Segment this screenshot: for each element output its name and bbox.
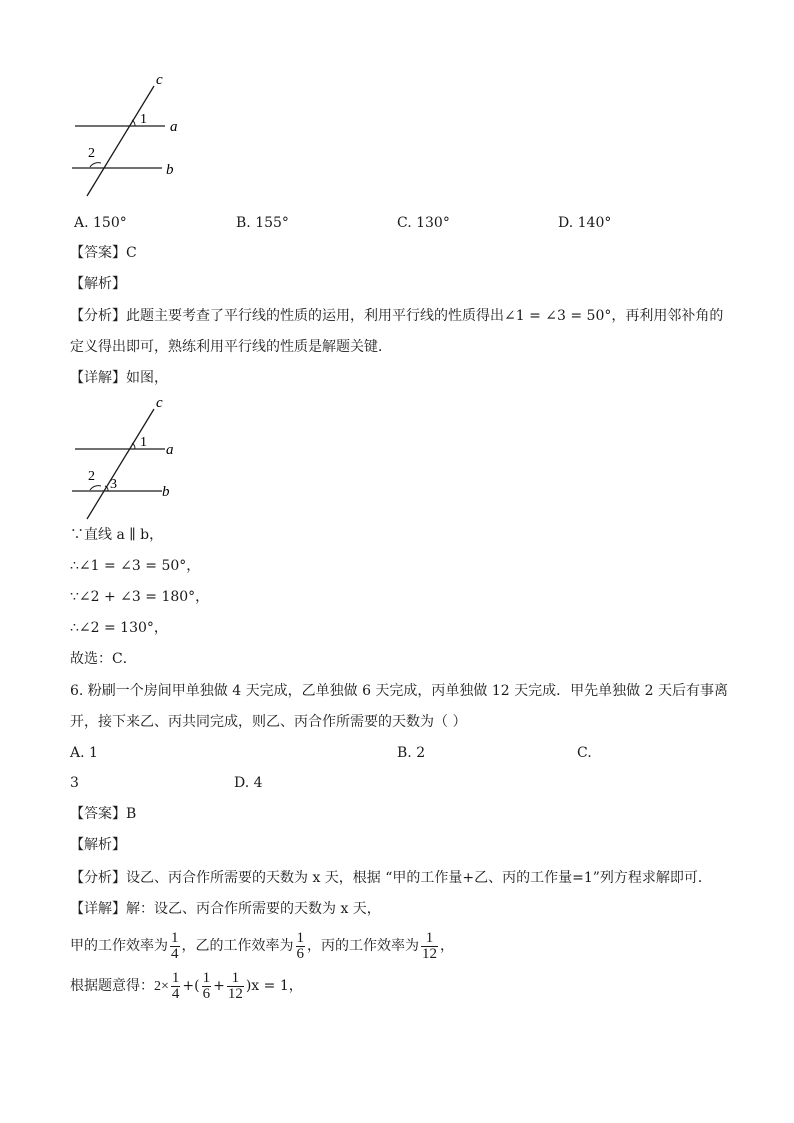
q5-xiangjie xyxy=(70,369,168,387)
q6-option-c-value: 3 xyxy=(70,775,79,791)
label-a: a xyxy=(166,442,174,458)
fraction-1-4 xyxy=(170,931,180,962)
xiangjie-tag: 【详解】 xyxy=(70,370,126,386)
label-1: 1 xyxy=(140,112,147,127)
q5-answer xyxy=(70,244,137,262)
fenxi-text: 此题主要考查了平行线的性质的运用，利用平行线的性质得出∠1 = ∠3 = 50°，再利用邻补角的 xyxy=(126,308,724,324)
frac-num: 1 xyxy=(421,931,438,947)
q5-step-1: ∵直线 a ∥ b， xyxy=(70,527,164,543)
parallel-lines-figure-1 xyxy=(60,70,200,200)
q6-stem-line1: 6. 粉刷一个房间甲单独做 4 天完成，乙单独做 6 天完成，丙单独做 12 天完成．甲先单独做 2 天后有事离 xyxy=(70,683,728,699)
eff-text-4: ， xyxy=(440,938,454,954)
label-c: c xyxy=(156,72,163,88)
fenxi-text: 设乙、丙合作所需要的天数为 x 天，根据 “甲的工作量+乙、丙的工作量=1”列方程求解即可． xyxy=(126,870,712,886)
label-2: 2 xyxy=(88,146,95,161)
line-c xyxy=(87,409,154,519)
fenxi-tag: 【分析】 xyxy=(70,308,126,324)
eq-tail: )x = 1， xyxy=(245,978,303,994)
q6-efficiency-line xyxy=(70,926,454,966)
frac-num: 1 xyxy=(202,969,211,986)
frac-num: 1 xyxy=(296,929,304,946)
q5-option-a: A. 150° xyxy=(74,215,127,231)
line-c xyxy=(87,86,154,196)
answer-value: C xyxy=(126,245,137,261)
q5-option-c: C. 130° xyxy=(397,215,450,231)
parallel-lines-figure-2 xyxy=(60,393,200,523)
q6-option-b: B. 2 xyxy=(397,745,426,761)
label-c: c xyxy=(156,395,163,411)
label-b: b xyxy=(166,162,174,178)
q6-option-a: A. 1 xyxy=(70,745,98,761)
answer-tag: 【答案】 xyxy=(70,245,126,261)
xiangjie-tag: 【详解】 xyxy=(70,901,126,917)
answer-value: B xyxy=(126,806,137,822)
eq-plus-open: +( xyxy=(182,978,200,994)
q5-option-b: B. 155° xyxy=(236,215,289,231)
label-2: 2 xyxy=(88,469,95,484)
label-3: 3 xyxy=(110,477,117,492)
angle-2-arc xyxy=(90,163,101,167)
q5-step-3: ∵∠2 + ∠3 = 180°， xyxy=(70,589,210,605)
eq-coef: 2× xyxy=(154,979,169,994)
fraction-1-12 xyxy=(227,971,244,1002)
q6-option-c: C. xyxy=(577,745,592,761)
q5-fenxi-line1 xyxy=(70,307,723,325)
q5-fenxi-line2: 定义得出即可，熟练利用平行线的性质是解题关键． xyxy=(70,339,392,355)
label-a: a xyxy=(170,119,178,135)
eq-plus: + xyxy=(213,978,225,994)
frac-den: 6 xyxy=(296,945,304,962)
q6-xiangjie xyxy=(70,900,381,918)
angle-1-arc xyxy=(132,443,135,449)
frac-den: 4 xyxy=(171,985,180,1002)
frac-den: 6 xyxy=(202,985,211,1002)
q6-answer xyxy=(70,805,136,823)
q6-equation-line xyxy=(70,966,303,1007)
answer-tag: 【答案】 xyxy=(70,806,126,822)
eq-prefix: 根据题意得： xyxy=(70,978,154,994)
label-b: b xyxy=(162,484,170,500)
fraction-1-6 xyxy=(202,971,212,1002)
q5-option-d: D. 140° xyxy=(558,215,612,231)
q6-fenxi xyxy=(70,869,712,887)
q5-step-2: ∴∠1 = ∠3 = 50°， xyxy=(70,558,201,574)
frac-den: 12 xyxy=(227,985,243,1002)
frac-den: 4 xyxy=(171,945,179,962)
fenxi-tag: 【分析】 xyxy=(70,870,126,886)
eff-text-3: ，丙的工作效率为 xyxy=(307,938,419,954)
angle-2-arc xyxy=(90,486,101,490)
q6-jiexi-tag: 【解析】 xyxy=(70,837,126,853)
q5-step-4: ∴∠2 = 130°， xyxy=(70,620,168,636)
frac-den: 12 xyxy=(422,945,437,962)
fraction-1-6 xyxy=(296,931,306,962)
eff-text-2: ，乙的工作效率为 xyxy=(181,938,294,954)
xiangjie-text: 解：设乙、丙合作所需要的天数为 x 天， xyxy=(126,901,381,917)
fraction-1-12 xyxy=(421,931,438,962)
q6-stem-line2: 开，接下来乙、丙共同完成，则乙、丙合作所需要的天数为（ ） xyxy=(70,714,467,730)
frac-num: 1 xyxy=(171,969,180,986)
angle-1-arc xyxy=(132,120,135,126)
q5-step-5: 故选：C． xyxy=(70,651,137,667)
eff-text-1: 甲的工作效率为 xyxy=(70,938,168,954)
q5-jiexi-tag: 【解析】 xyxy=(70,276,126,292)
frac-num: 1 xyxy=(227,971,244,987)
xiangjie-text: 如图， xyxy=(126,370,168,386)
q6-option-d: D. 4 xyxy=(234,775,263,791)
label-1: 1 xyxy=(140,435,147,450)
frac-num: 1 xyxy=(171,929,179,946)
fraction-1-4 xyxy=(171,971,181,1002)
